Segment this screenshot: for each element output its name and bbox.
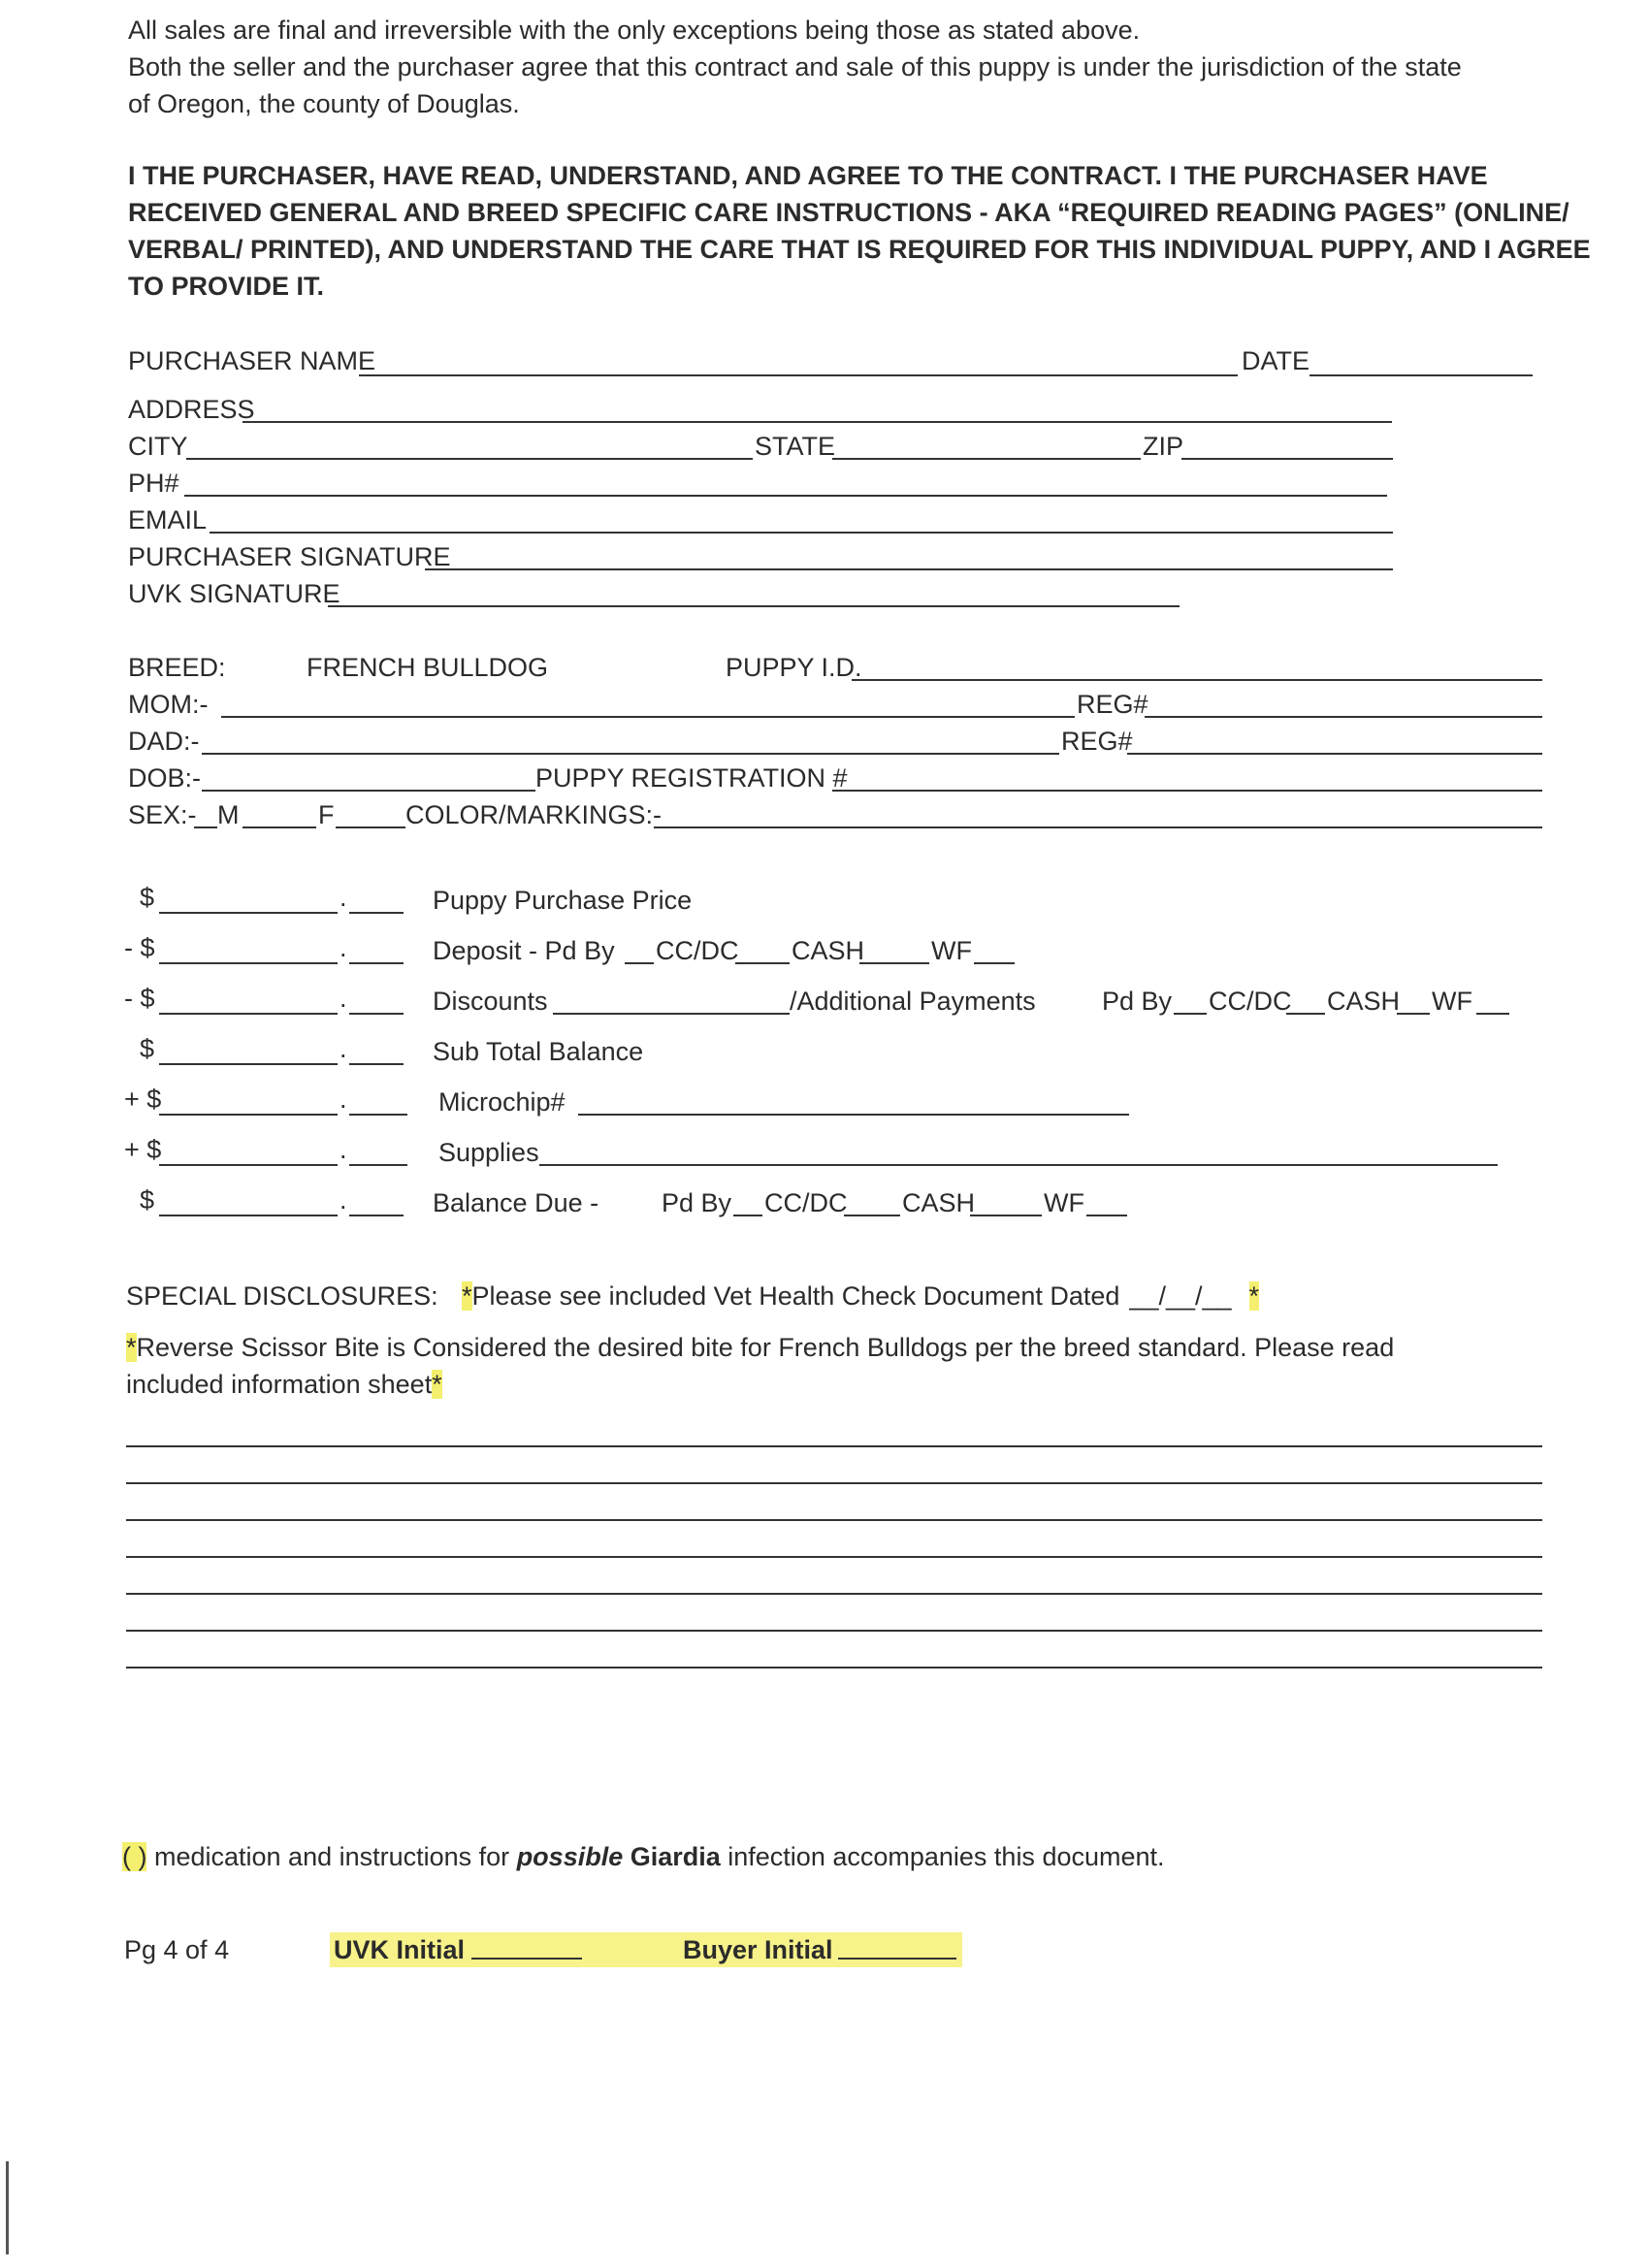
disclosure-blank-line-5[interactable] [126,1593,1542,1595]
mom-reg-field[interactable] [1145,716,1542,718]
payment-row-7-dot: . [340,1185,347,1215]
bite-asterisk-end: * [432,1370,442,1399]
vet-check-text: Please see included Vet Health Check Document Dated [471,1281,1120,1311]
additional-ccdc-check[interactable] [1174,1013,1207,1015]
puppy-registration-field[interactable] [832,790,1542,792]
phone-field[interactable] [184,495,1387,497]
purchaser-signature-label: PURCHASER SIGNATURE [128,542,451,571]
purchaser-name-field[interactable] [359,374,1238,376]
balance-ccdc-label: CC/DC [764,1188,848,1217]
sex-label: SEX:- [128,800,197,829]
deposit-wf-label: WF [931,936,972,965]
payment-row-7-dollars[interactable] [159,1215,338,1216]
email-field[interactable] [210,532,1393,534]
payment-row-4-dot: . [340,1034,347,1063]
balance-wf-label: WF [1044,1188,1084,1217]
giardia-text-1: medication and instructions for [146,1842,517,1871]
payment-row-2-dollars[interactable] [159,962,338,964]
disclosure-blank-line-1[interactable] [126,1445,1542,1447]
uvk-signature-label: UVK SIGNATURE [128,579,340,608]
intro-line-1: All sales are final and irreversible with the only exceptions being those as stated above. [128,16,1141,45]
date-label: DATE [1242,346,1310,375]
agreement-line-1: I THE PURCHASER, HAVE READ, UNDERSTAND, AND AGREE TO THE CONTRACT. I THE PURCHASER HAVE [128,161,1488,190]
mom-reg-label: REG# [1077,690,1148,719]
balance-pdby-label: Pd By [662,1188,732,1217]
uvk-signature-field[interactable] [328,605,1180,607]
email-label: EMAIL [128,505,208,535]
dad-reg-field[interactable] [1127,753,1542,755]
giardia-word: Giardia [623,1842,721,1871]
payment-row-3-dot: . [340,984,347,1013]
date-field[interactable] [1310,374,1533,376]
address-label: ADDRESS [128,395,255,424]
payment-row-6-cents[interactable] [349,1164,407,1166]
payment-row-3-label: Discounts [433,987,548,1016]
sex-m-field[interactable] [242,826,316,828]
zip-field[interactable] [1181,458,1393,460]
uvk-initial-label: UVK Initial [334,1935,466,1964]
payment-row-4-label: Sub Total Balance [433,1037,644,1066]
bite-text-2: included information sheet [126,1370,433,1399]
payment-row-3-dollars[interactable] [159,1013,338,1015]
payment-row-5-dollars[interactable] [159,1114,338,1116]
giardia-line [122,1841,1165,1872]
purchaser-name-label: PURCHASER NAME [128,346,376,375]
payment-row-4-dollars[interactable] [159,1063,338,1065]
payment-row-4-cents[interactable] [349,1063,404,1065]
additional-pdby-label: Pd By [1102,987,1173,1016]
microchip-field[interactable] [578,1114,1129,1116]
bite-line-2 [126,1369,442,1400]
disclosure-blank-line-4[interactable] [126,1556,1542,1558]
intro-line-3: of Oregon, the county of Douglas. [128,89,520,118]
address-field[interactable] [242,421,1392,423]
color-markings-field[interactable] [654,826,1542,828]
payment-row-2-cents[interactable] [349,962,404,964]
dad-reg-label: REG# [1061,727,1133,756]
puppy-id-label: PUPPY I.D. [726,653,862,682]
additional-wf-label: WF [1432,987,1472,1016]
sex-f-field[interactable] [336,826,405,828]
deposit-wf-check[interactable] [859,962,929,964]
discounts-field[interactable] [553,1013,790,1015]
balance-wf-check[interactable] [970,1215,1042,1216]
payment-row-7-prefix: $ [140,1185,155,1215]
disclosure-blank-line-6[interactable] [126,1630,1542,1632]
payment-row-7-label: Balance Due - [433,1188,599,1217]
deposit-wf-field[interactable] [974,962,1015,964]
color-markings-label: COLOR/MARKINGS:- [405,800,663,829]
deposit-cash-label: CASH [792,936,865,965]
payment-row-6-label: Supplies [438,1138,539,1167]
additional-payments-label: /Additional Payments [790,987,1036,1016]
puppy-id-field[interactable] [852,679,1542,681]
payment-row-2-label: Deposit - Pd By [433,936,615,965]
payment-row-7-cents[interactable] [349,1215,404,1216]
vet-check-asterisk-end: * [1248,1281,1260,1311]
breed-value: FRENCH BULLDOG [307,653,549,682]
dob-label: DOB:- [128,763,202,793]
additional-wf-check[interactable] [1397,1013,1430,1015]
purchaser-signature-field[interactable] [425,568,1393,570]
giardia-checkbox[interactable]: ( ) [122,1842,147,1871]
puppy-registration-label: PUPPY REGISTRATION # [535,763,848,793]
bite-text-1: Reverse Scissor Bite is Considered the desired bite for French Bulldogs per the breed standard. Please read [136,1333,1395,1362]
sex-m-label: M [217,800,240,829]
uvk-initial-field[interactable] [471,1958,582,1960]
dad-field[interactable] [202,753,1059,755]
agreement-line-3: VERBAL/ PRINTED), AND UNDERSTAND THE CARE THAT IS REQUIRED FOR THIS INDIVIDUAL PUPPY, AND I AGREE [128,235,1591,264]
agreement-line-2: RECEIVED GENERAL AND BREED SPECIFIC CARE INSTRUCTIONS - AKA “REQUIRED READING PAGES” (ONLINE/ [128,198,1569,227]
payment-row-1-dollars[interactable] [159,912,338,914]
giardia-possible: possible [516,1842,624,1871]
deposit-ccdc-label: CC/DC [656,936,739,965]
page-number: Pg 4 of 4 [124,1935,230,1964]
buyer-initial-field[interactable] [838,1958,956,1960]
mom-field[interactable] [221,716,1075,718]
balance-ccdc-check[interactable] [733,1215,762,1216]
payment-row-4-prefix: $ [140,1034,155,1063]
buyer-initial-label: Buyer Initial [683,1935,833,1964]
payment-row-5-dot: . [340,1085,347,1114]
balance-cash-label: CASH [902,1188,976,1217]
city-field[interactable] [186,458,753,460]
payment-row-5-label: Microchip# [438,1087,566,1117]
balance-wf-field[interactable] [1086,1215,1127,1216]
payment-row-1-dot: . [340,883,347,912]
payment-row-1-prefix: $ [140,883,155,912]
mom-label: MOM:- [128,690,209,719]
state-label: STATE [755,432,836,461]
payment-row-5-cents[interactable] [349,1114,407,1116]
balance-cash-check[interactable] [844,1215,900,1216]
sex-m-blank[interactable] [194,826,217,828]
giardia-text-2: infection accompanies this document. [720,1842,1165,1871]
intro-line-2: Both the seller and the purchaser agree that this contract and sale of this puppy is under the jurisdiction of the state [128,52,1462,81]
payment-row-5-prefix: + $ [124,1085,162,1114]
state-field[interactable] [832,458,1141,460]
initials-box [330,1932,962,1967]
city-label: CITY [128,432,188,461]
supplies-field[interactable] [539,1164,1498,1166]
payment-row-1-cents[interactable] [349,912,404,914]
disclosure-blank-line-2[interactable] [126,1482,1542,1484]
deposit-ccdc-check[interactable] [625,962,654,964]
additional-cash-check[interactable] [1286,1013,1325,1015]
additional-cash-label: CASH [1327,987,1401,1016]
disclosure-blank-line-3[interactable] [126,1519,1542,1521]
payment-row-6-dollars[interactable] [159,1164,338,1166]
scan-edge-mark [6,2161,9,2254]
payment-row-3-cents[interactable] [349,1013,404,1015]
payment-row-1-label: Puppy Purchase Price [433,886,693,915]
breed-label: BREED: [128,653,226,682]
additional-wf-field[interactable] [1476,1013,1509,1015]
bite-line-1 [126,1332,1394,1363]
vet-check-asterisk: * [462,1281,472,1311]
additional-ccdc-label: CC/DC [1209,987,1292,1016]
bite-asterisk: * [126,1333,137,1362]
payment-row-3-prefix: - $ [124,984,155,1013]
payment-row-2-prefix: - $ [124,933,155,962]
zip-label: ZIP [1143,432,1184,461]
disclosure-blank-line-7[interactable] [126,1667,1542,1669]
payment-row-6-prefix: + $ [124,1135,162,1164]
vet-check-note [462,1280,1259,1312]
payment-row-6-dot: . [340,1135,347,1164]
deposit-cash-check[interactable] [735,962,790,964]
phone-label: PH# [128,469,179,498]
sex-f-label: F [318,800,335,829]
agreement-line-4: TO PROVIDE IT. [128,272,325,301]
special-disclosures-label: SPECIAL DISCLOSURES: [126,1281,438,1311]
dob-field[interactable] [202,790,535,792]
vet-check-date[interactable]: __/__/__ [1129,1281,1232,1311]
dad-label: DAD:- [128,727,200,756]
payment-row-2-dot: . [340,933,347,962]
